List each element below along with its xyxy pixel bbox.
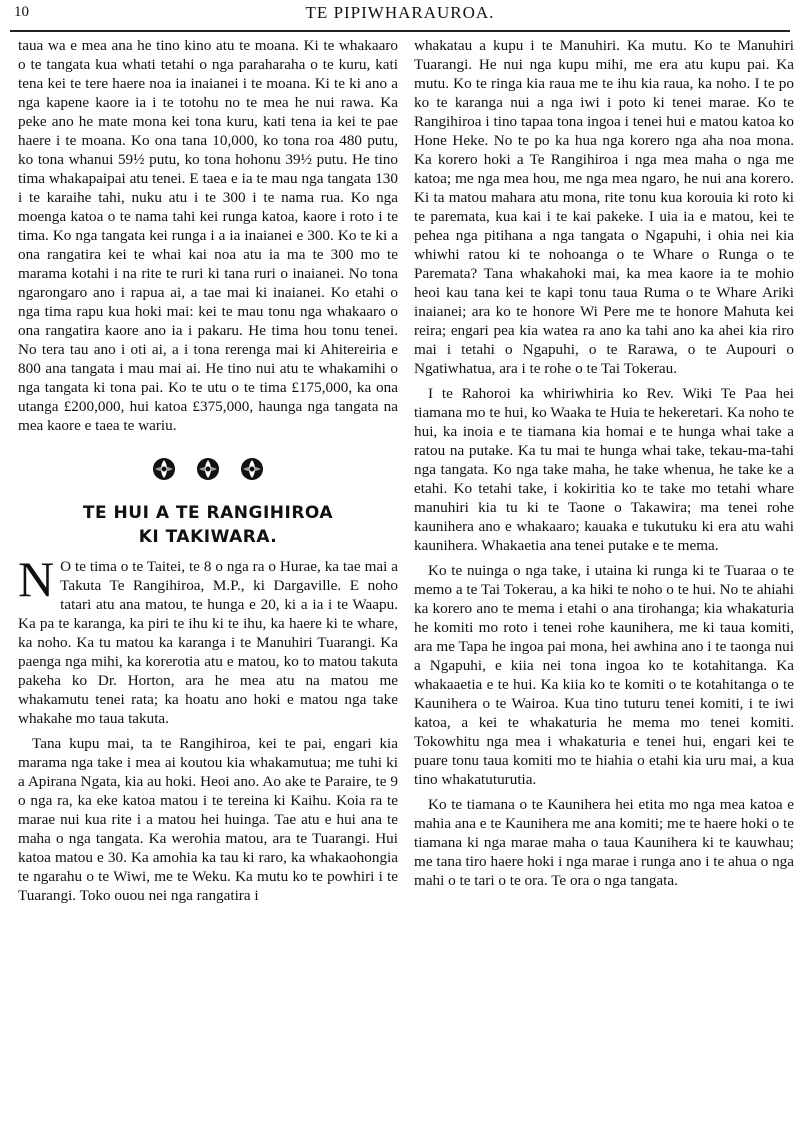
flower-ornament-icon — [152, 457, 176, 481]
page-number: 10 — [14, 4, 29, 20]
article-heading-line: TE HUI A TE RANGIHIROA — [82, 503, 334, 523]
section-ornaments — [18, 449, 398, 489]
article-first-text: O te tima o te Taitei, te 8 o nga ra o Hurae, ka tae mai a Takuta Te Rangihiroa, M.P., ki Dargaville. E noho tatari atu ana matou, te hunga e 20, ki a ia i te Waapu. Ka pa te karanga, ka piri te ihu ki te ihu, ka haere ki te whare, ka noho. Ka tu matou ka karanga i te Manuhiri Tuarangi. Ka paenga nga mihi, ka korerotia atu e matou, ko to matou takuta pakeha ko Dr. Horton, ara he mea atu na matou me whakamutu tenei rata; ka hoatu ano hoki e matou nga take whakahe mo taua takuta. — [18, 558, 398, 727]
flower-ornament-icon — [240, 457, 264, 481]
article-first-paragraph — [18, 551, 398, 728]
paragraph: I te Rahoroi ka whiriwhiria ko Rev. Wiki Te Paa hei tiamana mo te hui, ko Waaka te Huia te hekeretari. Ka noho te hui, ka inoia e te tiamana kia homai e te hunga whai take a ratou na putake. Ka tu mai te hunga whai take, tekau-ma-tahi nga tangata. Ko nga take maha, he take whenua, he take ke a etahi. Ko tetahi take, i kokiritia ko te take mo tetahi whare manuhiri kia tu ki te Taone o Takawira; ma tenei rohe kaunihera ano e whakaaro; kauaka e tukutuku ki era atu wahi kaunihera. Whakaetia ana tenei putake e te mema. — [414, 385, 794, 554]
paragraph: taua wa e mea ana he tino kino atu te moana. Ki te whakaaro o te tangata kua whati tetahi o nga paraharaha o te kuru, kati tena kei te tere haere noa ia inaianei i te moana. Ki te ki ano a nga kapene kaore ia i te totohu no te mea he nui rawa. Ka peke ano he mate mona kei tona kuru, kati tena ia kei te pae haere i te moana. Ko ona tana 10,000, ko tona roa 480 putu, ko tona whanui 59½ putu, ko tona hohonu 39½ putu. He tino tima whakapaipai atu tenei. E taea e ia te mau nga tangata 130 i te karaihe tahi, nuku atu i te 300 i te nama rua. Ko nga moenga katoa o te nama tahi kei runga katoa, kaore i roto i te tima. Ko nga tangata kei runga i a ia inaianei e 300. Ko te ki a ona rangatira kei te whai kai noa atu ia ma te 300 mo te marama kotahi i na rite te ruri ki tana ruri o inaianei. No tona ngarongaro ano i rapua ai, a tae mai ki inaianei. Ko etahi o nga tima rapu kua hoki mai: kei te mau tonu nga whakaaro o ona rangatira kaore ano ia i pakaru. He tima hou tonu tenei. No tera tau ano i oti ai, a i tona rerenga mai ki Ahitereiria e 800 ana tangata i mau mai ai. He tino nui atu te whakamihi o nga tangata ki tona pai. Ko te utu o te tima £175,000, ka ona utanga £200,000, hui katoa £375,000, haunga nga tangata na mea kaore e taea te wariu. — [18, 37, 398, 434]
left-column — [18, 36, 398, 911]
drop-cap: N — [18, 551, 55, 607]
running-title: TE PIPIWHARAUROA. — [305, 3, 495, 22]
article-heading-line: KI TAKIWARA. — [138, 527, 278, 547]
paragraph: Ko te nuinga o nga take, i utaina ki runga ki te Tuaraa o te memo a te Tai Tokerau, a ka hiki te noho o te hui. No te ahiahi ka korero ano te mema i etahi o ana tirohanga; kia whakaturia he komiti mo roto i tenei rohe kaunihera, me ki taua komiti, ara me Tapa he ingoa pai mona, hei awhina ano i te taonga nui a Ngapuhi, e kiia nei tona ingoa ko te kotahitanga. Ka whakaaetia e te hui. Ka kiia ko te komiti o te kotahitanga o te Kaunihera o te Wairoa. Kua tino tuturu tenei komiti, i te iwi katoa, a kei te whakaturia he mema mo tenei komiti. Tokowhitu nga mea i whakaturia e tenei hui, engari kei te puare tonu taua komiti mo te hiahia o etahi kia uru mai, a kua tino whakatuturutia. — [414, 562, 794, 788]
right-column — [414, 36, 794, 896]
paragraph: Tana kupu mai, ta te Rangihiroa, kei te pai, engari kia marama nga take i mea ai koutou kia whakamutua; me tuhi ki a Apirana Ngata, kia au hoki. Heoi ano. Ao ake te Paraire, te 9 o nga ra, ka eke katoa matou i te tereina ki Kaihu. Koia ra te marae nui kua rite i a matou hei huinga. Tae atu e hui ana te maha o nga tangata. Ka werohia matou, ara te Tuarangi. Hui katoa matou e 30. Ka amohia ka tau ki raro, ka whakaohongia te ngarahu o te Wiwi, me te Weku. Ka mutu ko te powhiri i te Tuarangi. Toko ouou nei nga rangatira i — [18, 735, 398, 904]
flower-ornament-icon — [196, 457, 220, 481]
article-heading — [18, 501, 398, 549]
page-header — [10, 0, 790, 32]
paragraph: Ko te tiamana o te Kaunihera hei etita mo nga mea katoa e mahia ana e te Kaunihera me ana komiti; me te haere hoki o te tiamana ki nga marae maha o taua Kaunihera ki te kauwhau; me tana tiro haere hoki i nga marae i runga ano i te ahua o nga mahi o te tari o te ora. Te ora o nga tangata. — [414, 796, 794, 889]
paragraph: whakatau a kupu i te Manuhiri. Ka mutu. Ko te Manuhiri Tuarangi. He nui nga kupu mihi, me era atu kupu pai. Ka mutu. Ko te ringa kia raua me te ihu kia raua, ka noho. I te po ko te karanga nui a nga iwi i poto ki tenei marae. Ko te Rangihiroa i tino tapaa tona ingoa i tenei hui e matou katoa ko Hone Heke. No te po ka hua nga korero nga aha noa mona. Ka korero hoki a Te Rangihiroa i nga mea maha o nga me katoa; me nga mea hou, me nga mea ngaro, he nui ana korero. Ki ta matou mahara atu mona, rite tonu kua korouia ki roto ki te paremata, kua kai i te kai pakeke. I uia ia e matou, kei te pehea nga pitihana a nga tangata o Ngapuhi, i ohia nei kia whiwhi ratou ki te nohoanga o te Whare o Runga o te Paremata? Tana whakahoki mai, ka mea kaore ia te mohio heoi kau tana kei te kapi tonu taua Ruma o te Whare Ariki inaianei; ara ko te honore Wi Pere me te honore Mahuta kei reira; engari pea kia watea ra ano ka tahi ano ka ahei kia riro mai i tetahi o Ngapuhi, o te Rarawa, o te Aupouri o Ngatiwhatua, ara i te rohe o te Tai Tokerau. — [414, 37, 794, 377]
